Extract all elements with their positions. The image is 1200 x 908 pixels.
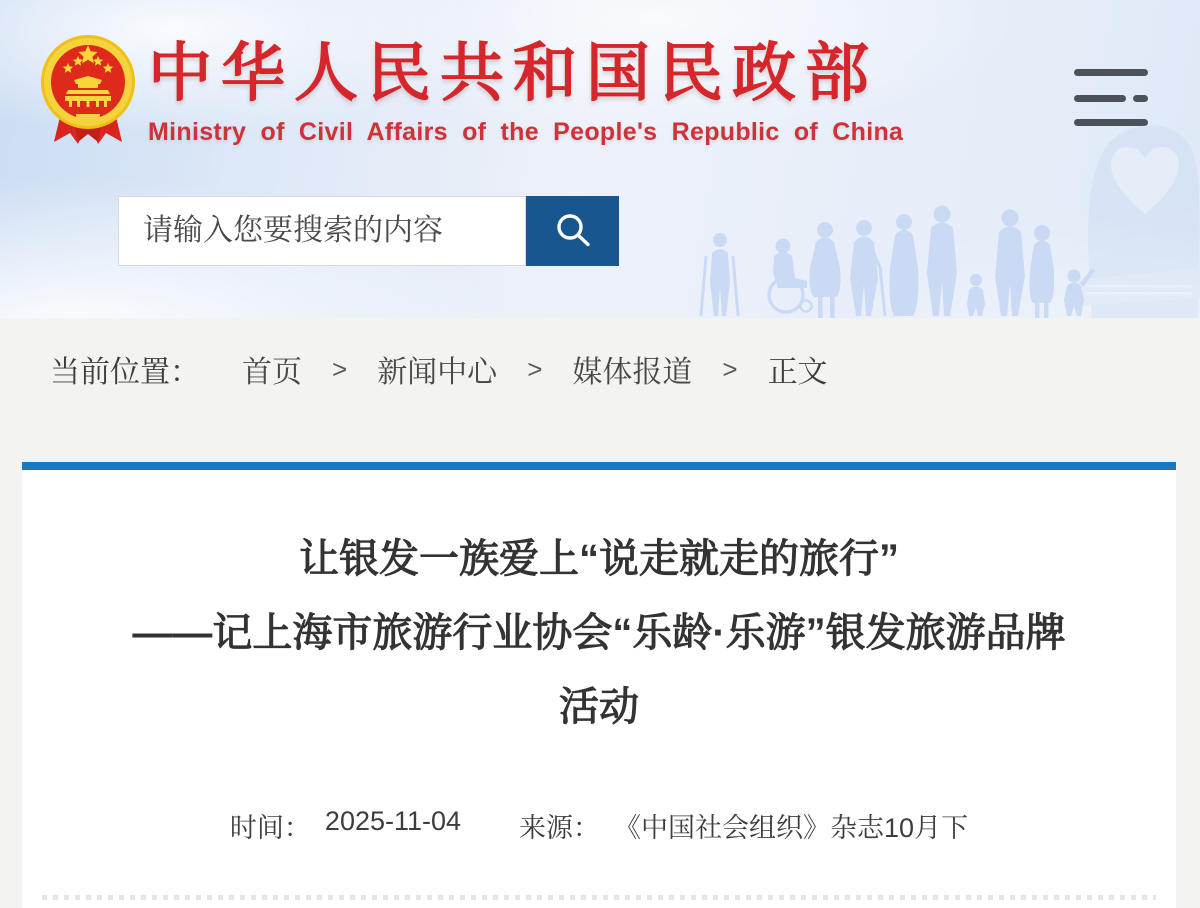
article-title bbox=[22, 522, 1176, 744]
breadcrumb-item-current: 正文 bbox=[767, 356, 828, 389]
breadcrumb-separator: > bbox=[722, 353, 738, 384]
breadcrumb-item-news-center[interactable]: 新闻中心 bbox=[377, 356, 498, 389]
breadcrumb-item-media-reports[interactable]: 媒体报道 bbox=[572, 356, 693, 389]
national-emblem-icon[interactable] bbox=[38, 30, 138, 148]
site-title-cn: 中华人民共和国民政部 bbox=[148, 37, 878, 109]
article-time-value: 2025-11-04 bbox=[324, 806, 462, 836]
elderly-family-silhouette bbox=[640, 118, 1200, 318]
menu-line-top bbox=[1074, 69, 1148, 76]
search-button[interactable] bbox=[526, 196, 619, 266]
article-title-line-2: ——记上海市旅游行业协会“乐龄·乐游”银发旅游品牌 bbox=[132, 611, 1066, 655]
dotted-divider bbox=[42, 895, 1156, 900]
article-time-label: 时间： bbox=[229, 813, 311, 843]
site-title-en: Ministry of Civil Affairs of the People's Republic of China bbox=[148, 118, 904, 146]
search-icon bbox=[552, 210, 594, 252]
breadcrumb-separator: > bbox=[527, 353, 543, 384]
breadcrumb-separator: > bbox=[332, 353, 348, 384]
article-source-value: 《中国社会组织》杂志10月下 bbox=[614, 813, 969, 843]
article-time bbox=[230, 806, 461, 845]
menu-line-middle-dot bbox=[1133, 95, 1148, 102]
article-title-line-1: 让银发一族爱上“说走就走的旅行” bbox=[299, 537, 899, 581]
breadcrumb bbox=[0, 318, 1200, 420]
search-input[interactable] bbox=[118, 196, 526, 266]
article-card bbox=[22, 462, 1176, 908]
article-source bbox=[519, 806, 968, 845]
article-title-line-3: 活动 bbox=[559, 685, 639, 729]
breadcrumb-label: 当前位置： bbox=[50, 356, 200, 389]
article-source-label: 来源： bbox=[519, 813, 601, 843]
site-banner bbox=[0, 0, 1200, 318]
article-top-divider bbox=[22, 462, 1176, 470]
breadcrumb-item-home[interactable]: 首页 bbox=[242, 356, 302, 389]
search-bar bbox=[118, 196, 619, 266]
article-meta bbox=[22, 806, 1176, 845]
menu-line-middle bbox=[1074, 95, 1126, 102]
